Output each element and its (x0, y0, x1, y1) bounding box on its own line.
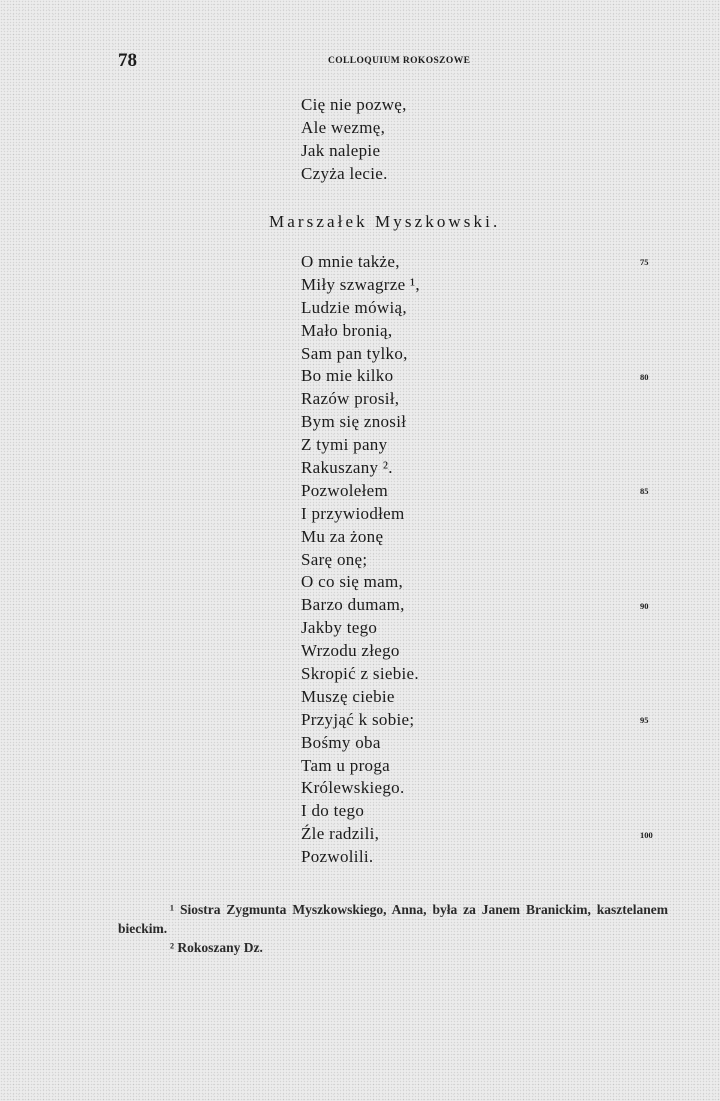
verse-line: Źle radzili, (301, 824, 380, 844)
verse-line: O co się mam, (301, 572, 404, 592)
verse-line: Królewskiego. (301, 778, 405, 798)
verse-line: I przywiodłem (301, 503, 405, 523)
verse-line: Miły szwagrze ¹, (301, 274, 420, 294)
verse-line: Bo mie kilko (301, 366, 394, 386)
line-number: 80 (640, 371, 649, 382)
line-number: 75 (640, 257, 649, 267)
verse-line: Jakby tego (301, 618, 378, 638)
verse-line: Bośmy oba (301, 732, 381, 752)
line-number: 95 (640, 715, 649, 725)
running-title: COLLOQUIUM ROKOSZOWE (328, 56, 471, 66)
verse-line: Wrzodu złego (301, 641, 400, 661)
verse-line: Mu za żonę (301, 526, 384, 546)
stanza-1 (301, 94, 407, 186)
line-number: 100 (640, 829, 653, 840)
verse-line: O mnie także, (301, 252, 400, 271)
verse-line: Czyża lecie. (301, 163, 388, 183)
verse-line: Mało bronią, (301, 320, 393, 340)
verse-line: Ludzie mówią, (301, 297, 407, 317)
verse-line: Z tymi pany (301, 435, 388, 455)
verse-line: Jak nalepie (301, 140, 381, 160)
page-number: 78 (118, 50, 137, 71)
verse-line: Tam u proga (301, 755, 390, 775)
verse-line: Sarę onę; (301, 549, 368, 569)
line-number: 85 (640, 486, 649, 496)
verse-line: Muszę ciebie (301, 686, 395, 706)
verse-line: Skropić z siebie. (301, 664, 419, 684)
verse-line: Pozwolełem (301, 480, 389, 500)
footnote-1: ¹ Siostra Zygmunta Myszkowskiego, Anna, była za Janem Branickim, kasztelanem bieckim. (118, 902, 668, 936)
speaker-heading: Marszałek Myszkowski. (269, 212, 501, 231)
verse-line: Pozwolili. (301, 847, 374, 867)
footnote-2: ² Rokoszany Dz. (170, 940, 263, 955)
verse-line: Przyjąć k sobie; (301, 709, 415, 729)
verse-line: Ale wezmę, (301, 117, 386, 137)
line-number: 90 (640, 600, 649, 611)
footnotes (118, 900, 668, 957)
verse-line: I do tego (301, 801, 365, 821)
verse-line: Barzo dumam, (301, 595, 405, 615)
verse-line: Rakuszany ². (301, 458, 393, 478)
verse-line: Cię nie pozwę, (301, 95, 407, 114)
stanza-2 (301, 251, 420, 869)
verse-line: Bym się znosił (301, 412, 407, 432)
verse-line: Sam pan tylko, (301, 343, 408, 363)
verse-line: Razów prosił, (301, 389, 400, 409)
